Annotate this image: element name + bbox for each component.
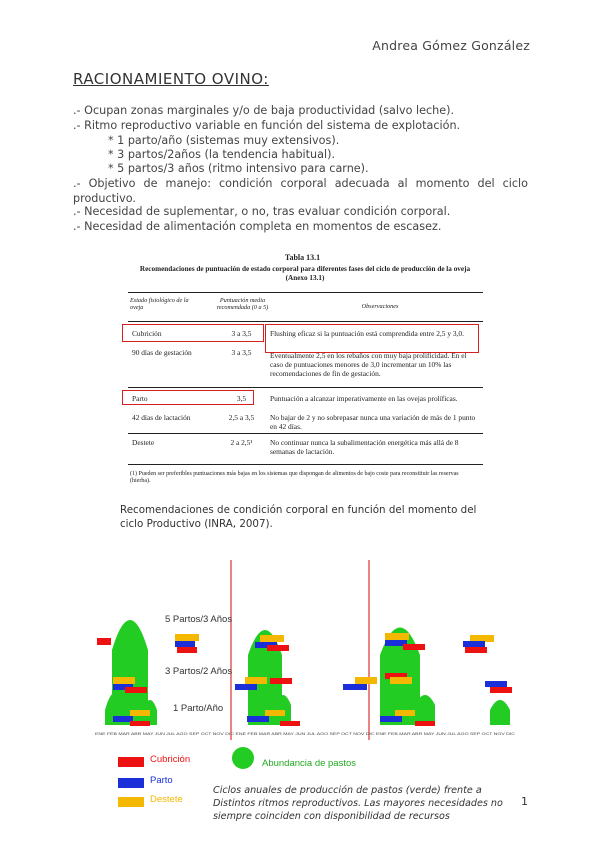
row-estado-gestacion: 90 días de gestación	[132, 348, 192, 357]
highlight-parto	[122, 390, 254, 405]
sub-bullet-1-parto: * 1 parto/año (sistemas muy extensivos).	[108, 134, 340, 147]
parto-block	[485, 681, 507, 687]
cubricion-block	[177, 647, 197, 653]
destete-block	[175, 634, 199, 641]
row-obs-lactacion: No bajar de 2 y no sobrepasar nunca una variación de más de 1 punto en 42 días.	[270, 413, 476, 431]
row-obs-gestacion: Eventualmente 2,5 en los rebaños con muy baja prolificidad. En el caso de puntuaciones menores de 3,0 incrementar un 10% las recomendaciones de fin de gestación.	[270, 351, 467, 378]
destete-block	[130, 710, 150, 716]
chart-caption: Ciclos anuales de producción de pastos (verde) frente a Distintos ritmos reproductivos. Las mayores necesidades no siempre coinciden con disponibilidad de recursos	[213, 785, 503, 822]
table-rule-bottom	[128, 464, 483, 465]
bullet-zonas: .- Ocupan zonas marginales y/o de baja productividad (salvo leche).	[73, 104, 455, 117]
header-observaciones: Observaciones	[361, 303, 399, 310]
legend-swatch-destete	[118, 797, 144, 807]
table-source-caption: Recomendaciones de condición corporal en función del momento del ciclo Productivo (INRA, 2007).	[120, 504, 477, 530]
header-estado: Estado fisiológico de la oveja	[130, 297, 189, 311]
destete-block	[265, 710, 285, 716]
legend-label-parto: Parto	[150, 775, 173, 786]
parto-block	[380, 716, 402, 722]
pasture-hump	[112, 620, 148, 725]
label-5-partos: 5 Partos/3 Años	[165, 614, 233, 625]
month-axis: ENE FEB MAR ABR MAY JUN JUL AGO SEP OCT NOV DIC ENE FEB MAR ABR MAY JUN JUL AGO SEP OCT NOV DIC ENE FEB MAR ABR MAY JUN JUL AGO SEP OCT NOV DIC	[95, 732, 516, 736]
destete-block	[395, 710, 415, 716]
legend-swatch-parto	[118, 778, 144, 788]
cubricion-block	[97, 638, 111, 645]
legend-label-destete: Destete	[150, 794, 183, 805]
parto-block	[247, 716, 269, 722]
row-estado-destete: Destete	[132, 438, 155, 447]
table-footnote: (1) Pueden ser preferibles puntuaciones más bajas en los sistemas que dispongan de alimentos de bajo coste para reconstituir las reservas (hierba).	[130, 471, 459, 484]
row-puntuacion-destete: 2 a 2,5¹	[230, 438, 253, 447]
cubricion-block	[125, 687, 147, 693]
row-puntuacion-gestacion: 3 a 3,5	[231, 348, 252, 357]
header-puntuacion: Puntuación media recomendada (0 a 5)	[216, 297, 269, 311]
pasture-hump	[490, 700, 510, 725]
highlight-flushing	[265, 324, 479, 353]
row-obs-destete: No continuar nunca la subalimentación energética más allá de 8 semanas de lactación.	[270, 438, 459, 456]
legend-swatch-cubricion	[118, 757, 144, 767]
table-rule-1	[128, 387, 483, 388]
row-puntuacion-cubricion: 3 a 3,5	[231, 329, 252, 338]
cubricion-block	[280, 721, 300, 726]
destete-block	[245, 677, 267, 684]
destete-block	[355, 677, 377, 684]
table-number: Tabla 13.1	[284, 253, 321, 262]
row-puntuacion-lactacion: 2,5 a 3,5	[228, 413, 255, 422]
destete-block	[390, 677, 412, 684]
row-obs-parto: Puntuación a alcanzar imperativamente en las ovejas prolíficas.	[270, 394, 458, 403]
parto-block	[343, 684, 367, 690]
parto-block	[235, 684, 257, 690]
page-title: RACIONAMIENTO OVINO:	[73, 70, 269, 88]
cubricion-block	[130, 721, 150, 726]
table-rule-top	[128, 292, 483, 293]
row-5-partos	[97, 633, 494, 653]
destete-block	[470, 635, 494, 642]
cubricion-block	[490, 687, 512, 693]
table-rule-header	[128, 321, 483, 322]
parto-block	[175, 641, 195, 647]
label-3-partos: 3 Partos/2 Años	[165, 666, 233, 677]
page-number: 1	[521, 795, 528, 808]
sub-bullet-5-partos: * 5 partos/3 años (ritmo intensivo para carne).	[108, 162, 369, 175]
cubricion-block	[270, 678, 292, 684]
bullet-alimentacion: .- Necesidad de alimentación completa en momentos de escasez.	[73, 220, 442, 233]
row-puntuacion-parto: 3,5	[236, 394, 247, 403]
cubricion-block	[465, 647, 487, 653]
bullet-objetivo: .- Objetivo de manejo: condición corporal adecuada al momento del ciclo productivo.	[73, 177, 528, 205]
cubricion-block	[415, 721, 435, 726]
legend-swatch-pastos	[232, 747, 254, 769]
cubricion-block	[403, 644, 425, 650]
label-1-parto: 1 Parto/Año	[173, 703, 224, 714]
legend-label-cubricion: Cubrición	[150, 754, 191, 765]
bullet-suplementar: .- Necesidad de suplementar, o no, tras evaluar condición corporal.	[73, 205, 451, 218]
cubricion-block	[267, 645, 289, 651]
destete-block	[260, 635, 284, 642]
legend-label-pastos: Abundancia de pastos	[262, 758, 357, 769]
row-estado-cubricion: Cubrición	[132, 329, 162, 338]
author-name: Andrea Gómez González	[372, 38, 530, 53]
parto-block	[463, 641, 485, 647]
table-caption: Recomendaciones de puntuación de estado corporal para diferentes fases del ciclo de producción de la oveja (Anexo 13.1)	[139, 265, 471, 282]
row-estado-parto: Parto	[132, 394, 148, 403]
row-obs-cubricion: Flushing eficaz si la puntuación está comprendida entre 2,5 y 3,0.	[270, 329, 464, 338]
row-estado-lactacion: 42 días de lactación	[132, 413, 191, 422]
sub-bullet-3-partos: * 3 partos/2años (la tendencia habitual).	[108, 148, 336, 161]
highlight-cubricion	[122, 324, 264, 342]
body-condition-table	[120, 245, 485, 490]
destete-block	[385, 633, 409, 640]
destete-block	[113, 677, 135, 684]
table-rule-2	[128, 433, 483, 434]
reproductive-cycle-chart	[85, 545, 525, 740]
bullet-ritmo: .- Ritmo reproductivo variable en función del sistema de explotación.	[73, 119, 461, 132]
